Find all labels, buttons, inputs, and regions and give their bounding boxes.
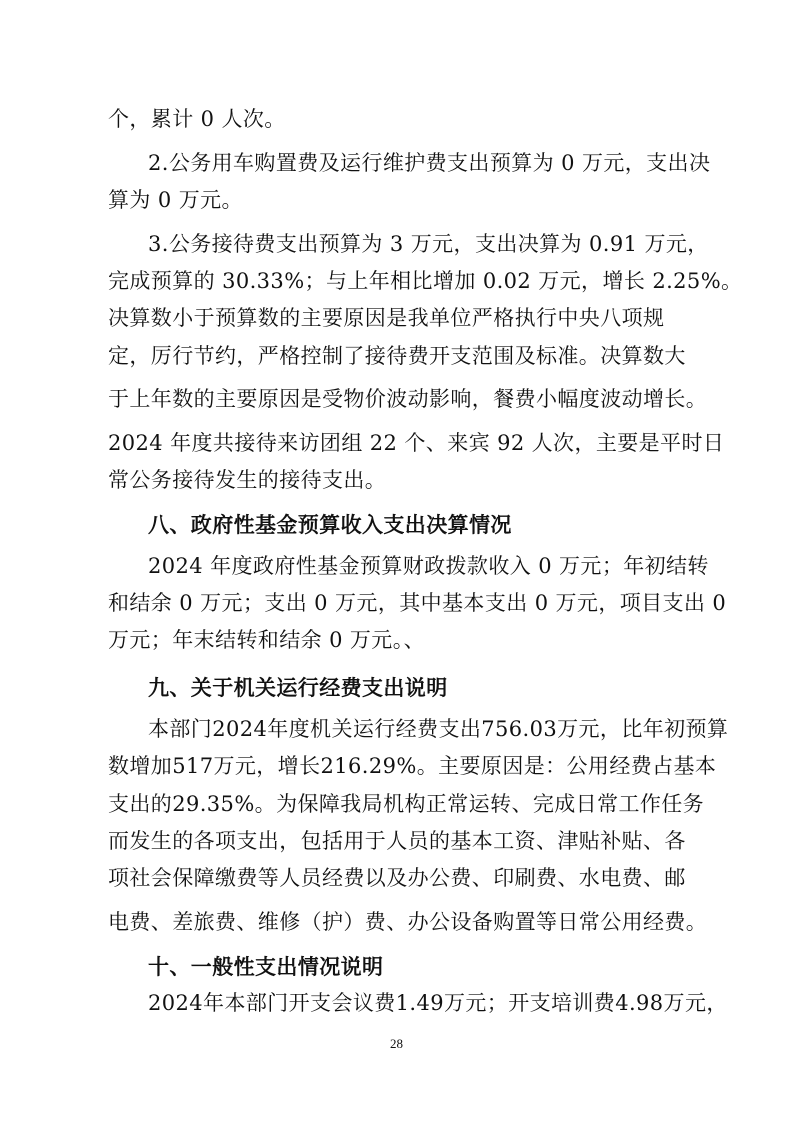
body-text-line: 个，累计 0 人次。 bbox=[108, 107, 286, 131]
body-text-line: 算为 0 万元。 bbox=[108, 188, 243, 212]
body-text-line: 定，厉行节约，严格控制了接待费开支范围及标准。决算数大 bbox=[108, 344, 686, 368]
body-text-line: 电费、差旅费、维修（护）费、办公设备购置等日常公用经费。 bbox=[108, 910, 708, 934]
body-text-line: 决算数小于预算数的主要原因是我单位严格执行中央八项规 bbox=[108, 306, 665, 330]
body-text-line: 项社会保障缴费等人员经费以及办公费、印刷费、水电费、邮 bbox=[108, 866, 686, 890]
body-text-line: 2024 年度政府性基金预算财政拨款收入 0 万元；年初结转 bbox=[148, 554, 709, 578]
body-text-line: 数增加517万元，增长216.29%。主要原因是：公用经费占基本 bbox=[108, 754, 717, 778]
body-text-line: 和结余 0 万元；支出 0 万元，其中基本支出 0 万元，项目支出 0 bbox=[108, 591, 727, 615]
body-text-line: 而发生的各项支出，包括用于人员的基本工资、津贴补贴、各 bbox=[108, 829, 686, 853]
body-text-line: 完成预算的 30.33%；与上年相比增加 0.02 万元，增长 2.25%。 bbox=[108, 269, 743, 293]
body-text-line: 于上年数的主要原因是受物价波动影响，餐费小幅度波动增长。 bbox=[108, 387, 708, 411]
body-text-line: 2024年本部门开支会议费1.49万元；开支培训费4.98万元， bbox=[148, 991, 728, 1015]
body-text-line: 2024 年度共接待来访团组 22 个、来宾 92 人次，主要是平时日 bbox=[108, 431, 725, 455]
page-number: 28 bbox=[390, 1036, 403, 1051]
section-heading-8: 八、政府性基金预算收入支出决算情况 bbox=[148, 513, 512, 537]
body-text-line: 常公务接待发生的接待支出。 bbox=[108, 468, 387, 492]
body-text-line: 2.公务用车购置费及运行维护费支出预算为 0 万元，支出决 bbox=[148, 151, 711, 175]
body-text-line: 本部门2024年度机关运行经费支出756.03万元，比年初预算 bbox=[148, 717, 729, 741]
body-text-line: 3.公务接待费支出预算为 3 万元，支出决算为 0.91 万元， bbox=[148, 232, 709, 256]
section-heading-10: 十、一般性支出情况说明 bbox=[148, 955, 384, 979]
body-text-line: 万元；年末结转和结余 0 万元。、 bbox=[108, 628, 426, 652]
section-heading-9: 九、关于机关运行经费支出说明 bbox=[148, 676, 448, 700]
body-text-line: 支出的29.35%。为保障我局机构正常运转、完成日常工作任务 bbox=[108, 792, 705, 816]
